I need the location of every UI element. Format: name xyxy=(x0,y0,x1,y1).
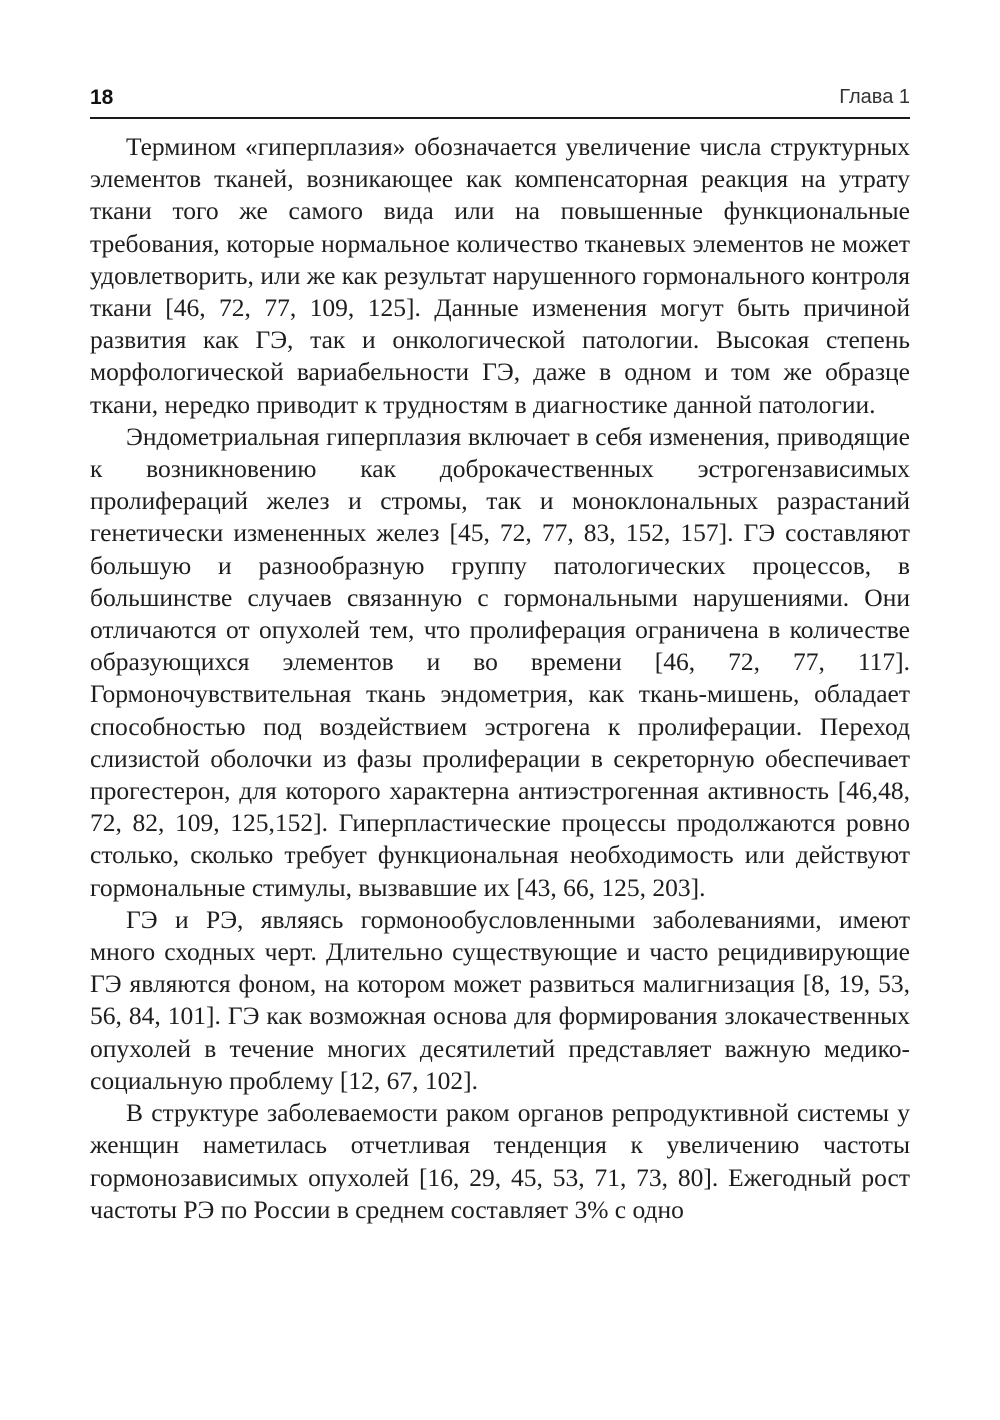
paragraph-incidence-structure: В структуре заболеваемости раком органов репродуктивной системы у женщин наметилась отчетливая тенденция к увеличению частоты гормонозависимых опухолей [16, 29, 45, 53, 71, 73, 80]. Ежегодный рост частоты РЭ по России в среднем составляет 3% с одно xyxy=(90,1098,910,1224)
paragraph-ge-and-re: ГЭ и РЭ, являясь гормонообусловленными заболеваниями, имеют много сходных черт. Длительно существующие и часто рецидивирующие ГЭ являются фоном, на котором может развиться малигнизация [8, 19, 53, 56, 84, 101]. ГЭ как возможная основа для формирования злокачественных опухолей в течение многих десятилетий представляет важную медико-социальную проблему [12, 67, 102]. xyxy=(90,904,910,1095)
paragraph-hyperplasia-definition: Термином «гиперплазия» обозначается увеличение числа структурных элементов тканей, возникающее как компенсаторная реакция на утрату ткани того же самого вида или на повышенные функциональные требования, которые нормальное количество тканевых элементов не может удовлетворить, или же как результат нарушенного гормонального контроля ткани [46, 72, 77, 109, 125]. Данные изменения могут быть причиной развития как ГЭ, так и онкологической патологии. Высокая степень морфологической вариабельности ГЭ, даже в одном и том же образце ткани, нередко приводит к трудностям в диагностике данной патологии. xyxy=(90,132,910,419)
running-head xyxy=(90,82,910,116)
body-text xyxy=(90,131,910,1226)
chapter-label: Глава 1 xyxy=(839,86,910,108)
header-rule xyxy=(90,117,910,119)
page-number: 18 xyxy=(90,86,114,109)
paragraph-endometrial-hyperplasia: Эндометриальная гиперплазия включает в себя изменения, приводящие к возникновению как доброкачественных эстрогензависимых пролифераций желез и стромы, так и моноклональных разрастаний генетически измененных желез [45, 72, 77, 83, 152, 157]. ГЭ составляют большую и разнообразную группу патологических процессов, в большинстве случаев связанную с гормональными нарушениями. Они отличаются от опухолей тем, что пролиферация ограничена в количестве образующихся элементов и во времени [46, 72, 77, 117]. Гормоночувствительная ткань эндометрия, как ткань-мишень, обладает способностью под воздействием эстрогена к пролиферации. Переход слизистой оболочки из фазы пролиферации в секреторную обеспечивает прогестерон, для которого характерна антиэстрогенная активность [46,48, 72, 82, 109, 125,152]. Гиперпластические процессы продолжаются ровно столько, сколько требует функциональная необходимость или действуют гормональные стимулы, вызвавшие их [43, 66, 125, 203]. xyxy=(90,421,910,902)
